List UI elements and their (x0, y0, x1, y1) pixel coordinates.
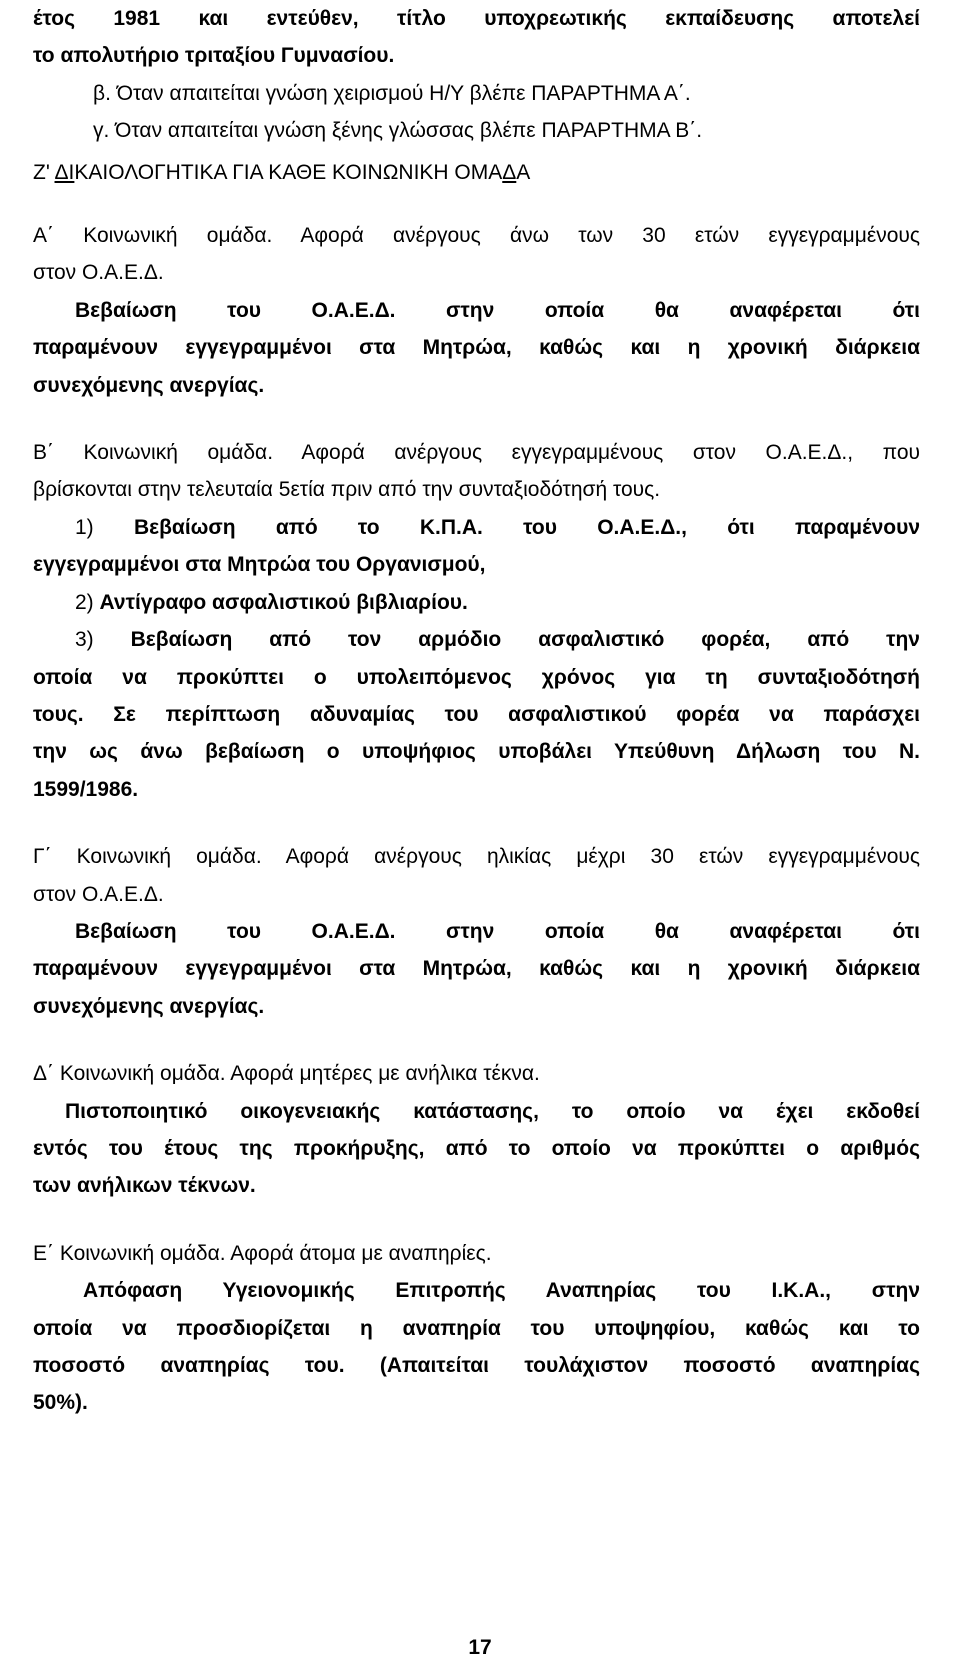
group-c-doc-1: Βεβαίωση του Ο.Α.Ε.Δ. στην οποία θα αναφέρεται ότι (75, 919, 920, 943)
group-b-item-1: 1) Βεβαίωση από το Κ.Π.Α. του Ο.Α.Ε.Δ., ότι παραμένουν (75, 515, 920, 539)
group-a-title: Α΄ Κοινωνική ομάδα. Αφορά ανέργους άνω των 30 ετών εγγεγραμμένους (33, 224, 920, 248)
intro-line-1: έτος 1981 και εντεύθεν, τίτλο υποχρεωτικής εκπαίδευσης αποτελεί (33, 7, 920, 30)
group-b-title-cont: βρίσκονται στην τελευταία 5ετία πριν από την συνταξιοδότησή τους. (33, 478, 661, 502)
group-d-title: Δ΄ Κοινωνική ομάδα. Αφορά μητέρες με ανήλικα τέκνα. (33, 1062, 540, 1086)
group-a-title-cont: στον Ο.Α.Ε.Δ. (33, 261, 164, 285)
section-heading: Ζ' ΔΙΚΑΙΟΛΟΓΗΤΙΚΑ ΓΙΑ ΚΑΘΕ ΚΟΙΝΩΝΙΚΗ ΟΜΑΔΑ (33, 160, 531, 184)
group-c-doc-3: συνεχόμενης ανεργίας. (33, 994, 265, 1018)
group-e-doc-4: 50%). (33, 1391, 88, 1415)
group-a-doc-1: Βεβαίωση του Ο.Α.Ε.Δ. στην οποία θα αναφέρεται ότι (75, 298, 920, 322)
group-c-title: Γ΄ Κοινωνική ομάδα. Αφορά ανέργους ηλικίας μέχρι 30 ετών εγγεγραμμένους (33, 845, 920, 869)
group-b-item-3-l2: οποία να προκύπτει ο υπολειπόμενος χρόνος για τη συνταξιοδότησή (33, 665, 920, 689)
group-d-doc-3: των ανήλικων τέκνων. (33, 1174, 256, 1198)
intro-item-c: γ. Όταν απαιτείται γνώση ξένης γλώσσας βλέπε ΠΑΡΑΡΤΗΜΑ Β΄. (93, 119, 703, 143)
group-e-doc-3: ποσοστό αναπηρίας του. (Απαιτείται τουλάχιστον ποσοστό αναπηρίας (33, 1354, 920, 1377)
group-e-title: Ε΄ Κοινωνική ομάδα. Αφορά άτομα με αναπηρίες. (33, 1241, 492, 1265)
group-e-doc-1: Απόφαση Υγειονομικής Επιτροπής Αναπηρίας του Ι.Κ.Α., στην (83, 1279, 920, 1303)
group-a-doc-2: παραμένουν εγγεγραμμένοι στα Μητρώα, καθώς και η χρονική διάρκεια (33, 336, 920, 360)
group-b-title: Β΄ Κοινωνική ομάδα. Αφορά ανέργους εγγεγραμμένους στον Ο.Α.Ε.Δ., που (33, 441, 920, 465)
group-b-item-3-l4: την ως άνω βεβαίωση ο υποψήφιος υποβάλει Υπεύθυνη Δήλωση του Ν. (33, 740, 920, 764)
group-b-item-3-l3: τους. Σε περίπτωση αδυναμίας του ασφαλιστικού φορέα να παράσχει (33, 702, 920, 726)
group-b-item-3-l5: 1599/1986. (33, 777, 139, 801)
group-a-doc-3: συνεχόμενης ανεργίας. (33, 373, 265, 397)
intro-item-b: β. Όταν απαιτείται γνώση χειρισμού Η/Υ βλέπε ΠΑΡΑΡΤΗΜΑ Α΄. (93, 81, 691, 105)
group-c-doc-2: παραμένουν εγγεγραμμένοι στα Μητρώα, καθώς και η χρονική διάρκεια (33, 957, 920, 981)
page-number: 17 (468, 1636, 492, 1659)
group-b-item-3: 3) Βεβαίωση από τον αρμόδιο ασφαλιστικό φορέα, από την (75, 628, 920, 652)
group-d-doc-2: εντός του έτους της προκήρυξης, από το οποίο να προκύπτει ο αριθμός (33, 1136, 920, 1160)
intro-line-2: το απολυτήριο τριταξίου Γυμνασίου. (33, 44, 395, 68)
group-b-item-1-cont: εγγεγραμμένοι στα Μητρώα του Οργανισμού, (33, 553, 486, 577)
group-b-item-2: 2) Αντίγραφο ασφαλιστικού βιβλιαρίου. (75, 590, 468, 614)
group-c-title-cont: στον Ο.Α.Ε.Δ. (33, 882, 164, 906)
group-e-doc-2: οποία να προσδιορίζεται η αναπηρία του υποψηφίου, καθώς και το (33, 1316, 920, 1340)
group-d-doc-1: Πιστοποιητικό οικογενειακής κατάστασης, το οποίο να έχει εκδοθεί (65, 1099, 920, 1123)
